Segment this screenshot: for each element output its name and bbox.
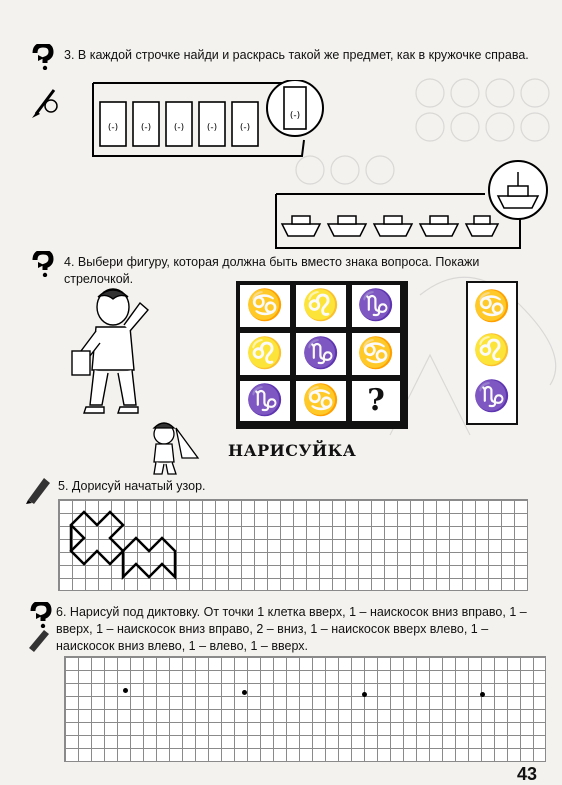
start-point bbox=[362, 692, 367, 697]
grid-cell: ♑ bbox=[238, 379, 292, 423]
question-mark-icon bbox=[30, 44, 56, 70]
option[interactable]: ♋ bbox=[473, 289, 511, 324]
pencil-icon bbox=[24, 474, 52, 504]
answer-options bbox=[466, 281, 518, 425]
grid-cell: ♋ bbox=[238, 283, 292, 329]
section-title: НАРИСУЙКА bbox=[228, 441, 357, 460]
start-point bbox=[480, 692, 485, 697]
grid-cell-question: ? bbox=[350, 379, 402, 423]
task4-text: 4. Выбери фигуру, которая должна быть вместо знака вопроса. Покажи стрелочкой. bbox=[64, 255, 480, 286]
grid-cell: ♋ bbox=[294, 379, 348, 423]
grid-cell: ♌ bbox=[238, 331, 292, 377]
grid-cell: ♋ bbox=[350, 331, 402, 377]
task6-text: 6. Нарисуй под диктовку. От точки 1 клетка вверх, 1 – наискосок вниз вправо, 1 – вверх, 1 – наискосок вниз вправо, 2 – вниз, 1 – наискосок вверх влево, 1 – наискосок вниз влево, 1 – влево, 1 – вверх. bbox=[56, 605, 527, 653]
start-point bbox=[242, 690, 247, 695]
task3-row2-boats bbox=[270, 160, 555, 250]
page-number: 43 bbox=[517, 764, 538, 784]
grid-cell: ♑ bbox=[350, 283, 402, 329]
task3-text: 3. В каждой строчке найди и раскрась такой же предмет, как в кружочке справа. bbox=[64, 48, 529, 62]
grid-cell: ♑ bbox=[294, 331, 348, 377]
pencil-icon bbox=[26, 626, 52, 652]
svg-text:(-): (-) bbox=[173, 123, 185, 133]
task6-grid[interactable] bbox=[64, 656, 546, 762]
task5-pattern bbox=[58, 499, 198, 591]
boy-illustration bbox=[58, 285, 168, 420]
svg-text:(-): (-) bbox=[107, 123, 119, 133]
svg-text:(-): (-) bbox=[239, 123, 251, 133]
svg-text:(-): (-) bbox=[206, 123, 218, 133]
svg-text:(-): (-) bbox=[140, 123, 152, 133]
option[interactable]: ♑ bbox=[473, 379, 511, 414]
grid-cell: ♌ bbox=[294, 283, 348, 329]
task5-text: 5. Дорисуй начатый узор. bbox=[58, 479, 206, 493]
option[interactable]: ♌ bbox=[473, 333, 511, 368]
task3-row1-masks bbox=[90, 80, 330, 160]
start-point bbox=[123, 688, 128, 693]
question-mark-icon bbox=[30, 251, 56, 277]
svg-text:(-): (-) bbox=[289, 111, 301, 121]
question-mark-icon bbox=[28, 602, 54, 628]
paintbrush-icon bbox=[28, 84, 62, 120]
child-drawing-illustration bbox=[142, 418, 202, 476]
